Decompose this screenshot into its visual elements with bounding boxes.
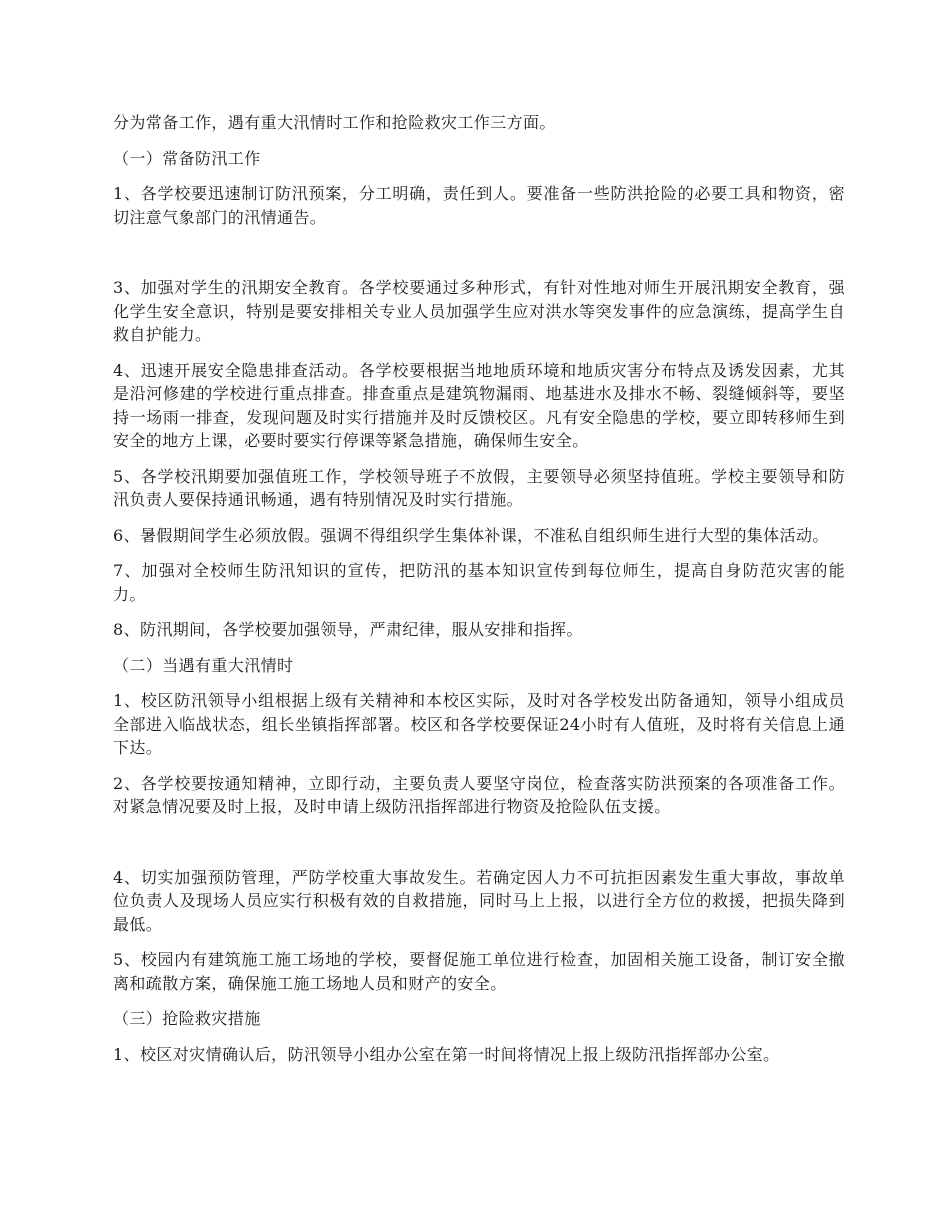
intro-paragraph: 分为常备工作，遇有重大汛情时工作和抢险救灾工作三方面。 — [113, 113, 556, 132]
paragraph-2-4: 4、切实加强预防管理，严防学校重大事故发生。若确定因人力不可抗拒因素发生重大事故，事故单位负责人及现场人员应实行积极有效的自救措施，同时马上上报，以进行全方位的救援，把损失降到最低。 — [113, 867, 845, 934]
document-body — [113, 111, 845, 1078]
paragraph-2-1: 1、校区防汛领导小组根据上级有关精神和本校区实际，及时对各学校发出防备通知，领导小组成员全部进入临战状态，组长坐镇指挥部署。校区和各学校要保证24小时有人值班，及时将有关信息上通下达。 — [113, 691, 845, 757]
paragraph-1-4: 4、迅速开展安全隐患排查活动。各学校要根据当地地质环境和地质灾害分布特点及诱发因素，尤其是沿河修建的学校进行重点排查。排查重点是建筑物漏雨、地基进水及排水不畅、裂缝倾斜等，要坚持一场雨一排查，发现问题及时实行措施并及时反馈校区。凡有安全隐患的学校，要立即转移师生到安全的地方上课，必要时要实行停课等紧急措施，确保师生安全。 — [113, 360, 845, 450]
paragraph-1-7: 7、加强对全校师生防汛知识的宣传，把防汛的基本知识宣传到每位师生，提高自身防范灾害的能力。 — [113, 561, 845, 604]
blank-gap — [113, 241, 845, 276]
paragraph-1-5: 5、各学校汛期要加强值班工作，学校领导班子不放假，主要领导必须坚持值班。学校主要领导和防汛负责人要保持通讯畅通，遇有特别情况及时实行措施。 — [113, 466, 845, 509]
section-heading-2: （二）当遇有重大汛情时 — [113, 655, 294, 675]
paragraph-1-6: 6、暑假期间学生必须放假。强调不得组织学生集体补课，不准私自组织师生进行大型的集体活动。 — [113, 525, 829, 545]
blank-gap — [113, 831, 845, 866]
paragraph-3-1: 1、校区对灾情确认后，防汛领导小组办公室在第一时间将情况上报上级防汛指挥部办公室。 — [113, 1044, 780, 1064]
paragraph-1-3: 3、加强对学生的汛期安全教育。各学校要通过多种形式，有针对性地对师生开展汛期安全教育，强化学生安全意识，特别是要安排相关专业人员加强学生应对洪水等突发事件的应急演练，提高学生自救自护能力。 — [113, 278, 845, 344]
section-heading-3: （三）抢险救灾措施 — [113, 1009, 261, 1028]
section-heading-1: （一）常备防汛工作 — [113, 148, 261, 168]
paragraph-2-5: 5、校园内有建筑施工施工场地的学校，要督促施工单位进行检查，加固相关施工设备，制订安全撤离和疏散方案，确保施工施工场地人员和财产的安全。 — [113, 950, 845, 993]
paragraph-1-1: 1、各学校要迅速制订防汛预案，分工明确，责任到人。要准备一些防洪抢险的必要工具和物资，密切注意气象部门的汛情通告。 — [113, 184, 845, 227]
paragraph-2-2: 2、各学校要按通知精神，立即行动，主要负责人要坚守岗位，检查落实防洪预案的各项准备工作。对紧急情况要及时上报，及时申请上级防汛指挥部进行物资及抢险队伍支援。 — [113, 773, 845, 816]
paragraph-1-8: 8、防汛期间，各学校要加强领导，严肃纪律，服从安排和指挥。 — [113, 620, 583, 639]
